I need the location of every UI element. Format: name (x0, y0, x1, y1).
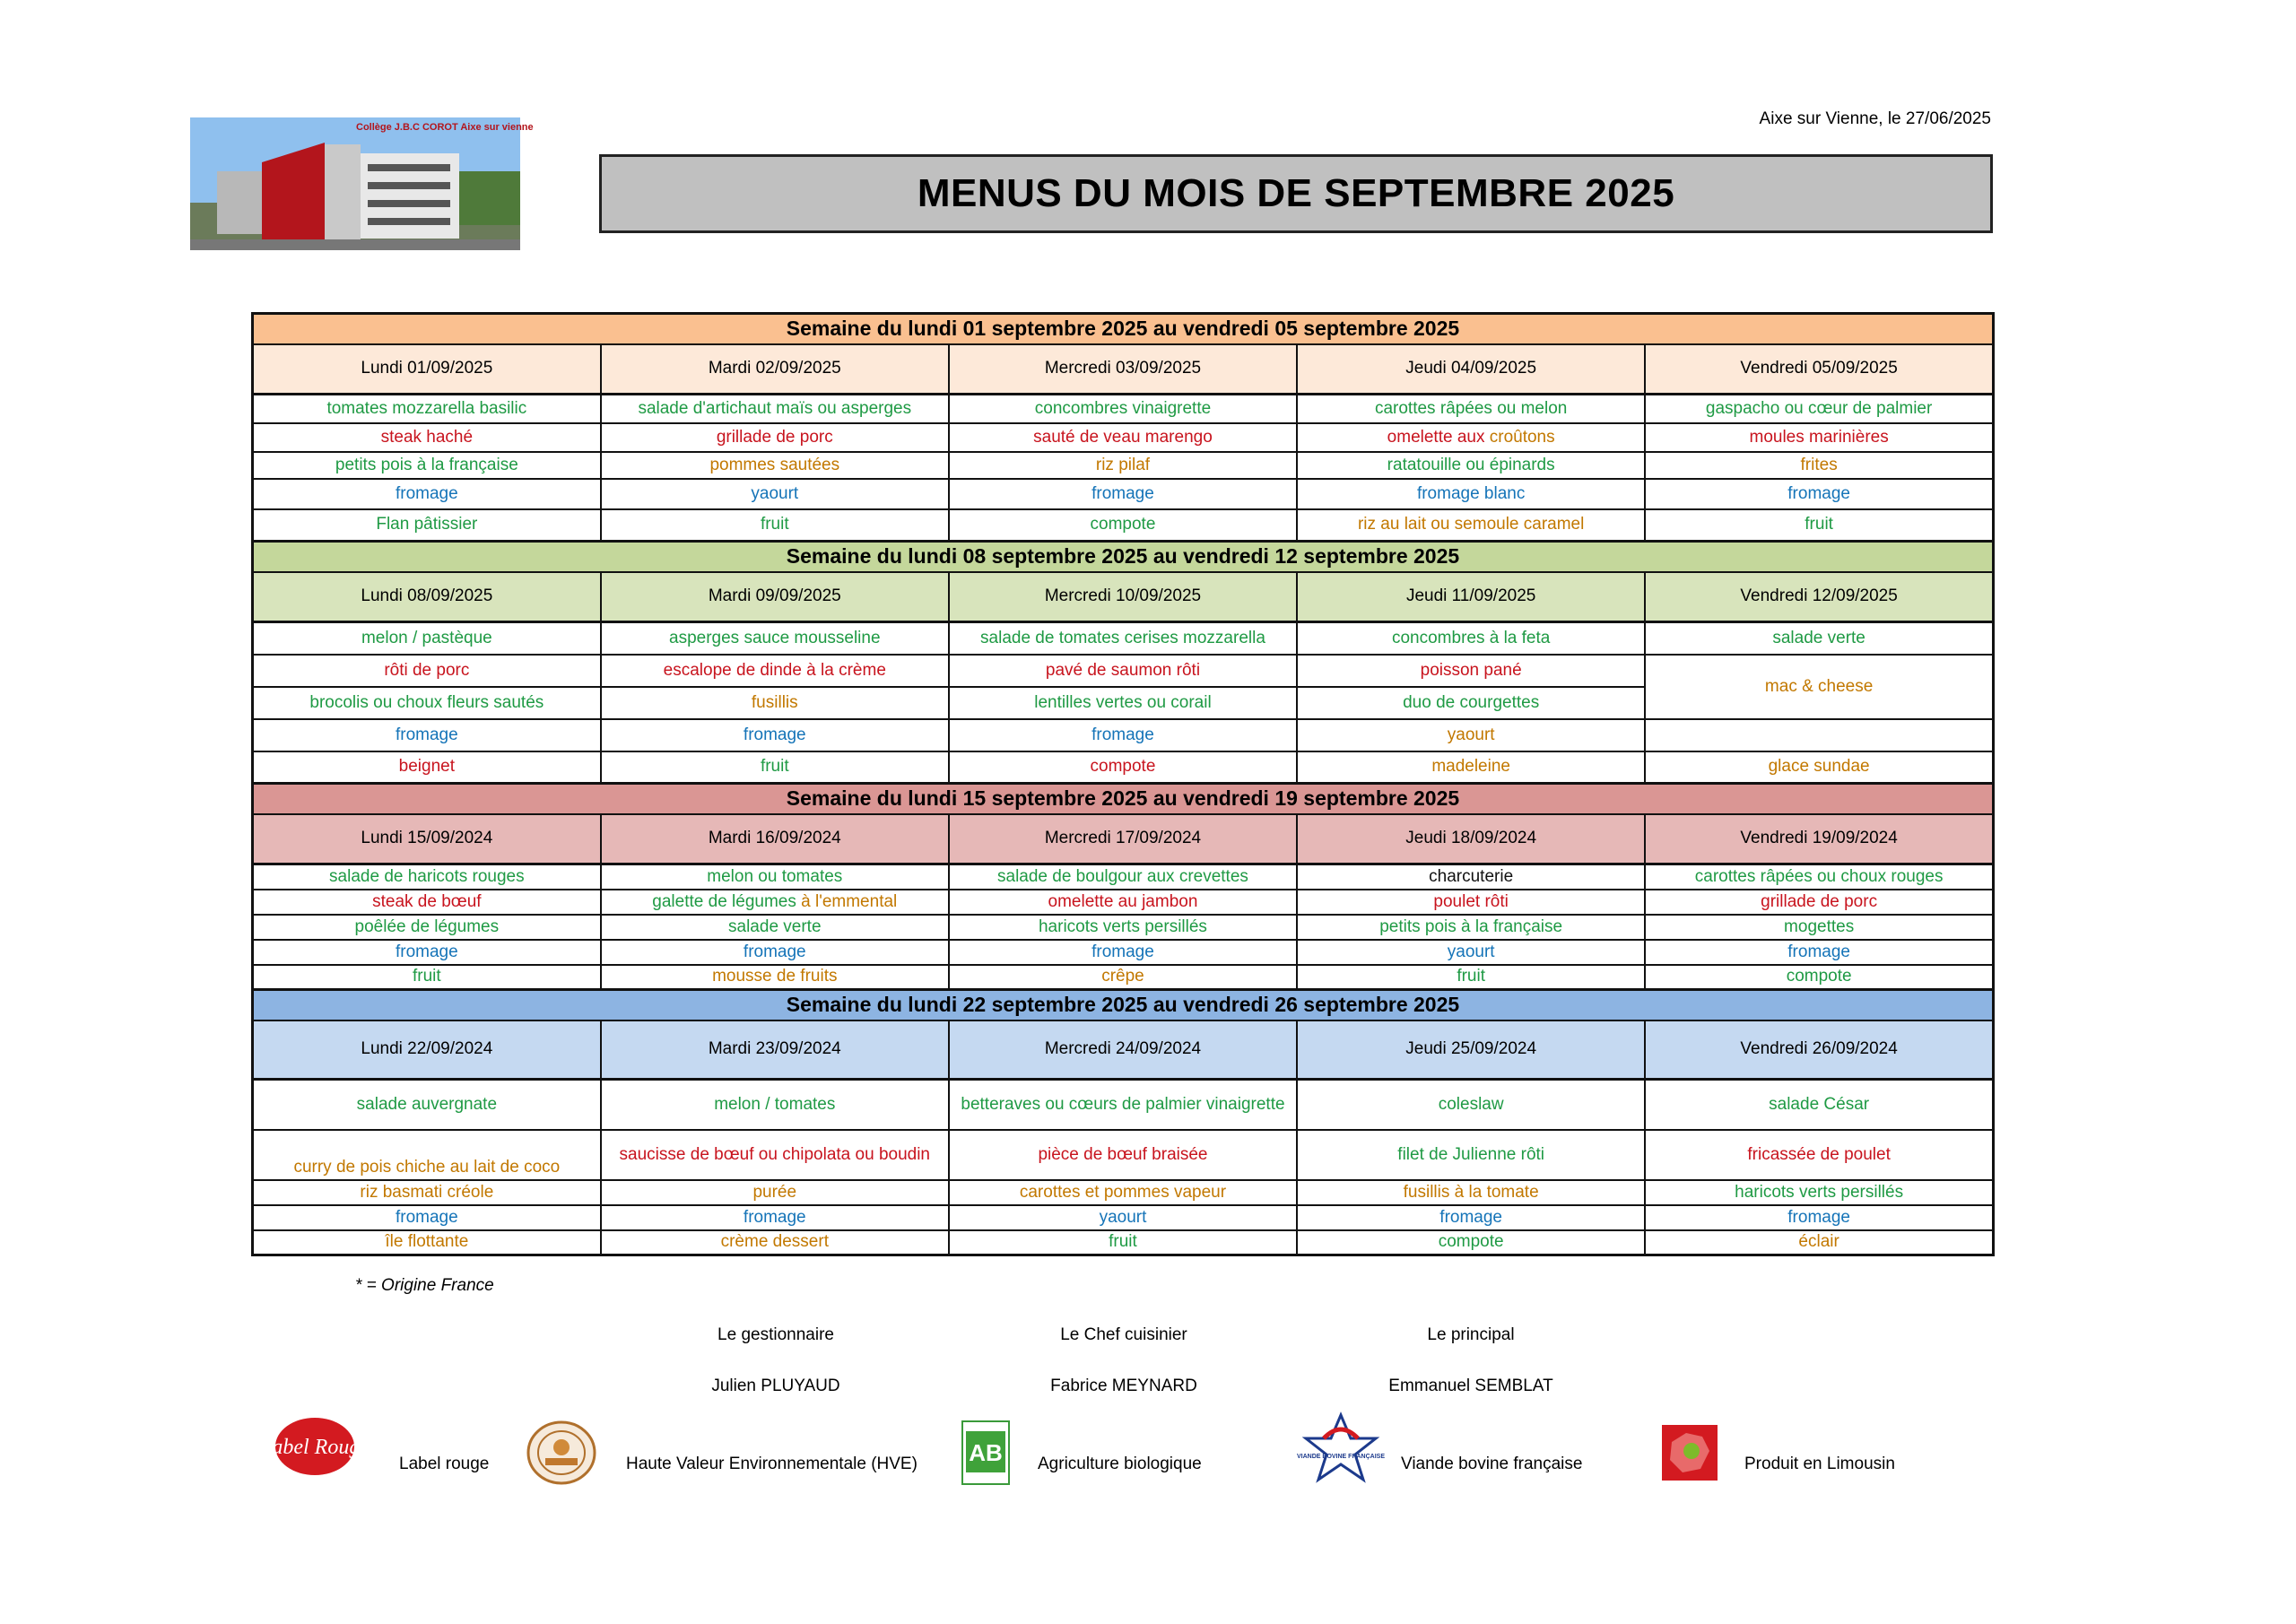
limousin-icon (1661, 1424, 1718, 1486)
day-header: Mardi 02/09/2025 (601, 344, 949, 395)
week-title: Semaine du lundi 08 septembre 2025 au vendredi 12 septembre 2025 (253, 542, 1994, 572)
limousin-text: Produit en Limousin (1744, 1455, 1895, 1473)
menu-item: filet de Julienne rôti (1297, 1130, 1645, 1180)
viande-bovine-francaise-icon (1296, 1411, 1386, 1488)
menu-item: fromage (949, 719, 1297, 751)
day-header: Lundi 22/09/2024 (253, 1020, 601, 1080)
menu-item: grillade de porc (1645, 890, 1993, 915)
day-header: Mardi 16/09/2024 (601, 814, 949, 864)
svg-text:VIANDE BOVINE FRANÇAISE: VIANDE BOVINE FRANÇAISE (1296, 1454, 1386, 1460)
menu-item: Flan pâtissier (253, 509, 601, 542)
menu-item: concombres vinaigrette (949, 395, 1297, 423)
day-header: Vendredi 19/09/2024 (1645, 814, 1993, 864)
menu-item: fromage (253, 940, 601, 965)
menu-item: yaourt (601, 479, 949, 509)
menu-item: coleslaw (1297, 1080, 1645, 1130)
signature-role: Le gestionnaire (718, 1325, 834, 1344)
menu-item: compote (949, 509, 1297, 542)
menu-item: pommes sautées (601, 452, 949, 479)
school-photo-caption: Collège J.B.C COROT Aixe sur vienne (356, 122, 534, 133)
day-header: Jeudi 25/09/2024 (1297, 1020, 1645, 1080)
menu-item: fromage (949, 940, 1297, 965)
menu-item: compote (1297, 1230, 1645, 1255)
day-header: Lundi 08/09/2025 (253, 572, 601, 622)
ab-text: Agriculture biologique (1038, 1455, 1202, 1473)
day-header: Mercredi 24/09/2024 (949, 1020, 1297, 1080)
day-header: Jeudi 04/09/2025 (1297, 344, 1645, 395)
menu-item: saucisse de bœuf ou chipolata ou boudin (601, 1130, 949, 1180)
menu-item: salade verte (1645, 622, 1993, 655)
menu-item: crème dessert (601, 1230, 949, 1255)
menu-item: yaourt (1297, 940, 1645, 965)
day-header: Jeudi 11/09/2025 (1297, 572, 1645, 622)
menu-item: escalope de dinde à la crème (601, 655, 949, 687)
menu-item: melon / pastèque (253, 622, 601, 655)
menu-item: salade auvergnate (253, 1080, 601, 1130)
date-line: Aixe sur Vienne, le 27/06/2025 (1759, 109, 1991, 128)
menu-item: compote (1645, 965, 1993, 990)
menu-item (1297, 423, 1645, 452)
menu-item: salade de tomates cerises mozzarella (949, 622, 1297, 655)
menu-item: carottes et pommes vapeur (949, 1180, 1297, 1205)
day-header: Vendredi 26/09/2024 (1645, 1020, 1993, 1080)
menu-table (251, 312, 1995, 1256)
menu-item: melon / tomates (601, 1080, 949, 1130)
signature-role: Le principal (1427, 1325, 1515, 1344)
menu-item: charcuterie (1297, 864, 1645, 890)
menu-item: fromage (601, 1205, 949, 1230)
menu-item: crêpe (949, 965, 1297, 990)
menu-item: betteraves ou cœurs de palmier vinaigrette (949, 1080, 1297, 1130)
menu-item: steak de bœuf (253, 890, 601, 915)
menu-item: fruit (601, 509, 949, 542)
menu-item: poisson pané (1297, 655, 1645, 687)
menu-item: haricots verts persillés (949, 915, 1297, 940)
menu-item: fusillis à la tomate (1297, 1180, 1645, 1205)
menu-item: fromage (253, 1205, 601, 1230)
menu-item: riz au lait ou semoule caramel (1297, 509, 1645, 542)
hve-text: Haute Valeur Environnementale (HVE) (626, 1455, 918, 1473)
svg-text:AB: AB (969, 1439, 1003, 1466)
menu-item: salade d'artichaut maïs ou asperges (601, 395, 949, 423)
day-header: Lundi 15/09/2024 (253, 814, 601, 864)
menu-item: fromage (601, 940, 949, 965)
menu-item: petits pois à la française (1297, 915, 1645, 940)
ab-icon (961, 1420, 1010, 1489)
menu-item: fruit (1645, 509, 1993, 542)
menu-item-part: croûtons (1489, 427, 1555, 447)
menu-item: moules marinières (1645, 423, 1993, 452)
menu-item: fruit (1297, 965, 1645, 990)
page-title: MENUS DU MOIS DE SEPTEMBRE 2025 (599, 154, 1993, 233)
menu-item: fromage (1645, 1205, 1993, 1230)
menu-item: yaourt (1297, 719, 1645, 751)
menu-item: glace sundae (1645, 751, 1993, 784)
menu-item: madeleine (1297, 751, 1645, 784)
menu-item: melon ou tomates (601, 864, 949, 890)
day-header: Jeudi 18/09/2024 (1297, 814, 1645, 864)
week-title: Semaine du lundi 01 septembre 2025 au vendredi 05 septembre 2025 (253, 314, 1994, 344)
menu-item: duo de courgettes (1297, 687, 1645, 719)
viande-bovine-francaise-text: Viande bovine française (1401, 1455, 1583, 1473)
menu-item: mousse de fruits (601, 965, 949, 990)
menu-item: fromage (253, 719, 601, 751)
menu-item: poêlée de légumes (253, 915, 601, 940)
menu-item: fromage (1645, 479, 1993, 509)
menu-item: steak haché (253, 423, 601, 452)
menu-item-part: galette de légumes (652, 891, 802, 911)
menu-item: salade verte (601, 915, 949, 940)
menu-item: fromage blanc (1297, 479, 1645, 509)
menu-item-part: omelette aux (1387, 427, 1490, 447)
day-header: Mardi 23/09/2024 (601, 1020, 949, 1080)
menu-item (601, 890, 949, 915)
signature-role: Le Chef cuisinier (1060, 1325, 1187, 1344)
day-header: Mardi 09/09/2025 (601, 572, 949, 622)
signature-name: Julien PLUYAUD (711, 1376, 840, 1395)
menu-item: grillade de porc (601, 423, 949, 452)
menu-item: haricots verts persillés (1645, 1180, 1993, 1205)
svg-text:Label Rouge: Label Rouge (260, 1436, 370, 1459)
menu-item: poulet rôti (1297, 890, 1645, 915)
menu-item: asperges sauce mousseline (601, 622, 949, 655)
footnote: * = Origine France (355, 1276, 494, 1295)
menu-item: carottes râpées ou melon (1297, 395, 1645, 423)
day-header: Vendredi 12/09/2025 (1645, 572, 1993, 622)
menu-item: fromage (253, 479, 601, 509)
label-rouge-icon (260, 1415, 370, 1482)
menu-item: sauté de veau marengo (949, 423, 1297, 452)
signature-name: Emmanuel SEMBLAT (1388, 1376, 1553, 1395)
signature-name: Fabrice MEYNARD (1050, 1376, 1197, 1395)
menu-item: fricassée de poulet (1645, 1130, 1993, 1180)
menu-item: ratatouille ou épinards (1297, 452, 1645, 479)
menu-item: brocolis ou choux fleurs sautés (253, 687, 601, 719)
menu-item: yaourt (949, 1205, 1297, 1230)
label-rouge-text: Label rouge (399, 1455, 490, 1473)
week-title: Semaine du lundi 15 septembre 2025 au vendredi 19 septembre 2025 (253, 784, 1994, 814)
menu-item: mac & cheese (1645, 655, 1993, 719)
menu-item: concombres à la feta (1297, 622, 1645, 655)
menu-item: curry de pois chiche au lait de coco (253, 1130, 601, 1180)
menu-item: fromage (1645, 940, 1993, 965)
day-header: Mercredi 17/09/2024 (949, 814, 1297, 864)
week-title: Semaine du lundi 22 septembre 2025 au vendredi 26 septembre 2025 (253, 990, 1994, 1020)
menu-item: fromage (601, 719, 949, 751)
menu-item: frites (1645, 452, 1993, 479)
menu-item: fruit (949, 1230, 1297, 1255)
day-header: Lundi 01/09/2025 (253, 344, 601, 395)
menu-item: salade de haricots rouges (253, 864, 601, 890)
school-photo (190, 117, 534, 250)
day-header: Mercredi 03/09/2025 (949, 344, 1297, 395)
menu-item-part: à l'emmental (801, 891, 898, 911)
menu-item: beignet (253, 751, 601, 784)
menu-item: fromage (949, 479, 1297, 509)
menu-item: pavé de saumon rôti (949, 655, 1297, 687)
menu-item: tomates mozzarella basilic (253, 395, 601, 423)
menu-item: fruit (253, 965, 601, 990)
menu-item: fusillis (601, 687, 949, 719)
menu-item: fromage (1297, 1205, 1645, 1230)
menu-item: mogettes (1645, 915, 1993, 940)
menu-item: carottes râpées ou choux rouges (1645, 864, 1993, 890)
menu-item: compote (949, 751, 1297, 784)
menu-item: riz pilaf (949, 452, 1297, 479)
menu-item: île flottante (253, 1230, 601, 1255)
menu-item: lentilles vertes ou corail (949, 687, 1297, 719)
menu-item: rôti de porc (253, 655, 601, 687)
menu-item: pièce de bœuf braisée (949, 1130, 1297, 1180)
menu-item: purée (601, 1180, 949, 1205)
menu-item: omelette au jambon (949, 890, 1297, 915)
menu-item (1645, 719, 1993, 751)
day-header: Vendredi 05/09/2025 (1645, 344, 1993, 395)
menu-item: gaspacho ou cœur de palmier (1645, 395, 1993, 423)
day-header: Mercredi 10/09/2025 (949, 572, 1297, 622)
hve-icon (526, 1420, 597, 1489)
menu-item: petits pois à la française (253, 452, 601, 479)
menu-item: salade César (1645, 1080, 1993, 1130)
menu-item: riz basmati créole (253, 1180, 601, 1205)
menu-item: fruit (601, 751, 949, 784)
menu-item: éclair (1645, 1230, 1993, 1255)
menu-item: salade de boulgour aux crevettes (949, 864, 1297, 890)
